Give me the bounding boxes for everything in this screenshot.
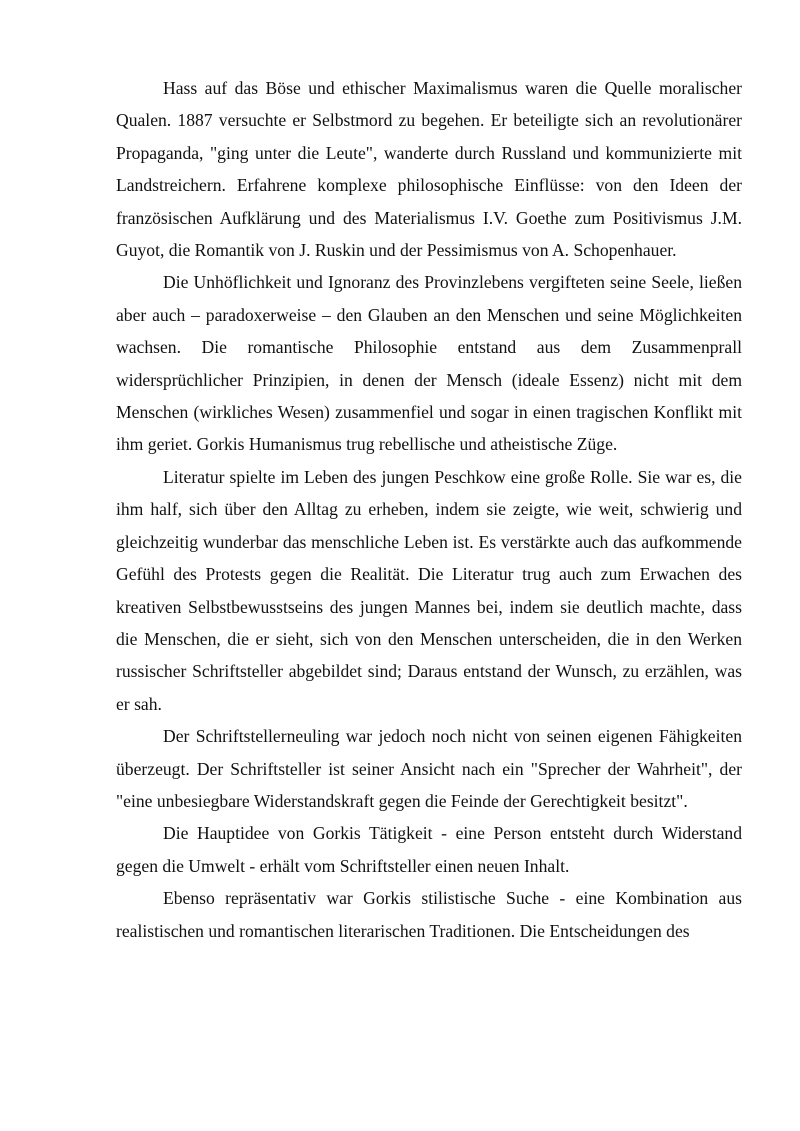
paragraph-4: Der Schriftstellerneuling war jedoch noch nicht von seinen eigenen Fähigkeiten überzeugt. Der Schriftsteller ist seiner Ansicht nach ein "Sprecher der Wahrheit", der "eine unbesiegbare Widerstandskraft gegen die Feinde der Gerechtigkeit besitzt". bbox=[116, 726, 742, 811]
document-page bbox=[116, 72, 742, 947]
paragraph-2: Die Unhöflichkeit und Ignoranz des Provinzlebens vergifteten seine Seele, ließen aber auch – paradoxerweise – den Glauben an den Menschen und seine Möglichkeiten wachsen. Die romantische Philosophie entstand aus dem Zusammenprall widersprüchlicher Prinzipien, in denen der Mensch (ideale Essenz) nicht mit dem Menschen (wirkliches Wesen) zusammenfiel und sogar in einen tragischen Konflikt mit ihm geriet. Gorkis Humanismus trug rebellische und atheistische Züge. bbox=[116, 272, 742, 455]
paragraph-3: Literatur spielte im Leben des jungen Peschkow eine große Rolle. Sie war es, die ihm half, sich über den Alltag zu erheben, indem sie zeigte, wie weit, schwierig und gleichzeitig wunderbar das menschliche Leben ist. Es verstärkte auch das aufkommende Gefühl des Protests gegen die Realität. Die Literatur trug auch zum Erwachen des kreativen Selbstbewusstseins des jungen Mannes bei, indem sie deutlich machte, dass die Menschen, die er sieht, sich von den Menschen unterscheiden, die in den Werken russischer Schriftsteller abgebildet sind; Daraus entstand der Wunsch, zu erzählen, was er sah. bbox=[116, 466, 742, 714]
paragraph-5: Die Hauptidee von Gorkis Tätigkeit - eine Person entsteht durch Widerstand gegen die Umwelt - erhält vom Schriftsteller einen neuen Inhalt. bbox=[116, 823, 742, 876]
paragraph-1: Hass auf das Böse und ethischer Maximalismus waren die Quelle moralischer Qualen. 1887 versuchte er Selbstmord zu begehen. Er beteiligte sich an revolutionärer Propaganda, "ging unter die Leute", wanderte durch Russland und kommunizierte mit Landstreichern. Erfahrene komplexe philosophische Einflüsse: von den Ideen der französischen Aufklärung und des Materialismus I.V. Goethe zum Positivismus J.M. Guyot, die Romantik von J. Ruskin und der Pessimismus von A. Schopenhauer. bbox=[116, 78, 742, 261]
paragraph-6: Ebenso repräsentativ war Gorkis stilistische Suche - eine Kombination aus realistischen und romantischen literarischen Traditionen. Die Entscheidungen des bbox=[116, 888, 742, 941]
